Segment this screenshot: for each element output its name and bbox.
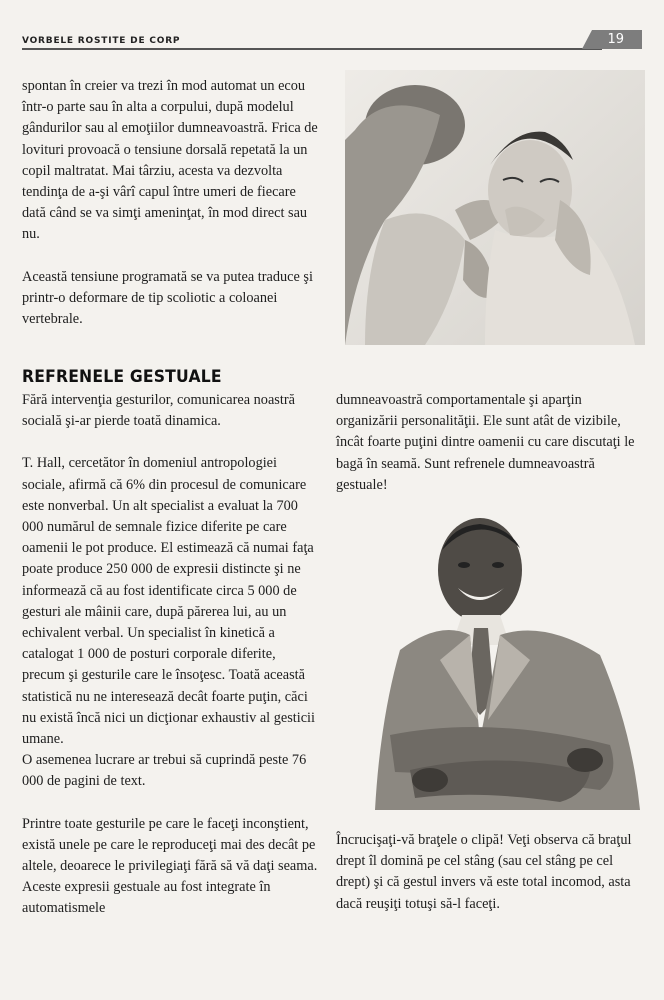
- running-title: VORBELE ROSTITE DE CORP: [22, 36, 181, 46]
- continued-paragraph: dumneavoastră comportamentale şi aparţin organizării personalităţii. Ele sunt atât de vizibile, încât foarte puţini dintre oamenii cu care discutaţi le bagă în seamă. Sunt refrenele dumneavoastră gestuale!: [336, 392, 635, 493]
- section-paragraph-3: O asemenea lucrare ar trebui să cuprindă peste 76 000 de pagini de text.: [22, 752, 307, 790]
- left-column-text: [22, 390, 322, 941]
- intro-paragraph-1: spontan în creier va trezi în mod automat un ecou într-o parte sau în alta a corpului, după modelul gândurilor sau al emoţiilor dumneavoastră. Frica de lovituri provoacă o tensiune dorsală repetată la un copil maltratat. Mai târziu, acesta va dezvolta tendinţa de a-şi vârî capul între umeri de fiecare dată când se va simţi ameninţat, în mod direct sau nu.: [22, 78, 318, 243]
- section-paragraph-2: T. Hall, cercetător în domeniul antropologiei sociale, afirmă că 6% din procesul de comunicare este nonverbal. Un alt specialist a evaluat la 700 000 numărul de semnale fizice diferite pe care oamenii le pot produce. El estimează că numai faţa poate produce 250 000 de expresii distincte şi ne informează că au fost identificate circa 5 000 de gesturi ale mâinii care, după părerea lui, au un echivalent verbal. Un specialist în kinetică a catalogat 1 000 de posturi corporale diferite, precum şi gesturile care le însoţesc. Toată această statistică nu ne interesează decât foarte puţin, căci nu există încă nici un dicţionar exhaustiv al gesticii umane.: [22, 455, 316, 748]
- page-number: 19: [607, 32, 624, 47]
- illustration-adult-and-child: [345, 70, 645, 345]
- exercise-paragraph: Încrucişaţi-vă braţele o clipă! Veţi observa că braţul drept îl domină pe cel stâng (sau cel stâng pe cel drept) şi că gestul invers vă este total incomod, asta dacă reuşiţi totuşi să-l faceţi.: [336, 832, 632, 912]
- illustration-man-crossed-arms: [370, 510, 645, 810]
- intro-paragraph-2: Această tensiune programată se va putea traduce şi printr-o deformare de tip scoliotic a coloanei vertebrale.: [22, 268, 313, 328]
- page-header: [22, 30, 642, 50]
- section-paragraph-4: Printre toate gesturile pe care le faceţi inconştient, există unele pe care le reproduceţi mai des decât pe altele, deoarece le privilegiaţi fără să vă daţi seama. Aceste expresii gestuale au fost integrate în automatismele: [22, 815, 318, 917]
- exercise-text: [336, 830, 646, 936]
- section-heading: REFRENELE GESTUALE: [22, 367, 222, 387]
- section-paragraph-1: Fără intervenţia gesturilor, comunicarea noastră socială şi-ar pierde toată dinamica.: [22, 392, 295, 430]
- header-rule: [22, 48, 602, 50]
- right-column-text: [336, 390, 646, 517]
- intro-text: [22, 76, 322, 351]
